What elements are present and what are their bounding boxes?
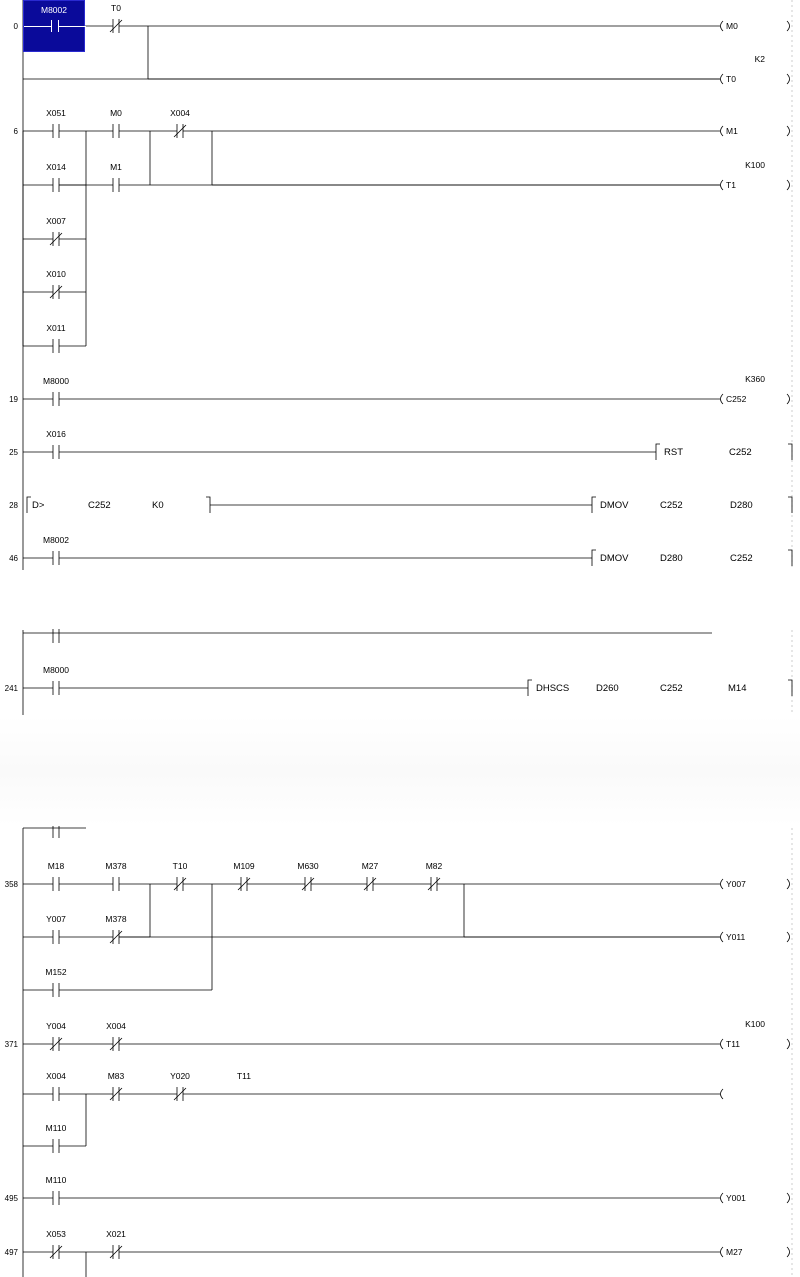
contact-label: Y004: [46, 1021, 66, 1031]
step-number: 19: [9, 395, 18, 404]
bracket-close: [788, 444, 792, 460]
instruction-dhscs[interactable]: [528, 680, 792, 696]
contact-label: M0: [110, 108, 122, 118]
coil-y001[interactable]: [721, 1193, 790, 1203]
instruction-operand: C252: [660, 683, 683, 694]
contact-label: M83: [107, 1071, 125, 1081]
contact-m152[interactable]: [45, 967, 67, 997]
coil-close: [787, 932, 790, 942]
contact-label: M8000: [43, 376, 69, 386]
contact-t0[interactable]: [110, 3, 122, 33]
coil-close: [787, 126, 790, 136]
coil-m1[interactable]: [721, 126, 790, 136]
compare-instruction[interactable]: [27, 497, 210, 513]
instruction-operand: C252: [729, 447, 752, 458]
bracket-close: [788, 497, 792, 513]
coil-close: [787, 74, 790, 84]
selected-contact-cursor[interactable]: [23, 0, 85, 52]
contact-label: X014: [46, 162, 66, 172]
coil-open: [721, 21, 724, 31]
step-number: 358: [4, 880, 18, 889]
contact-label: T11: [236, 1071, 252, 1081]
contact-label: M152: [45, 967, 67, 977]
coil-open: [721, 932, 724, 942]
coil-open: [721, 180, 724, 190]
coil-t0[interactable]: [721, 54, 790, 84]
contact-label: M82: [425, 861, 443, 871]
coil-close: [787, 394, 790, 404]
coil-open: [721, 1193, 724, 1203]
contact-m109[interactable]: [233, 861, 255, 891]
coil-open: [721, 1247, 724, 1257]
coil-open: [721, 126, 724, 136]
contact-label: X004: [106, 1021, 126, 1031]
coil-label: Y011: [726, 932, 746, 942]
instruction-operand: D260: [596, 683, 619, 694]
contact-m8002[interactable]: [43, 535, 69, 565]
contact-m378[interactable]: [105, 914, 127, 944]
coil-constant: K100: [745, 1019, 765, 1029]
contact-label: X007: [46, 216, 66, 226]
contact-label: X053: [46, 1229, 66, 1239]
coil-open: [721, 1089, 724, 1099]
coil-y011[interactable]: [721, 932, 790, 942]
contact-y004[interactable]: [46, 1021, 66, 1051]
instruction-dmov[interactable]: [592, 497, 792, 513]
contact-label: M110: [45, 1123, 67, 1133]
contact-label: X004: [46, 1071, 66, 1081]
contact-label: T10: [172, 861, 188, 871]
contact-x007[interactable]: [46, 216, 66, 246]
coil-open: [721, 74, 724, 84]
coil-close: [787, 1039, 790, 1049]
coil-label: Y001: [726, 1193, 746, 1203]
contact-m1[interactable]: [110, 162, 122, 192]
selected-contact-label: M8002: [41, 5, 67, 15]
coil-open: [721, 1039, 724, 1049]
coil-close: [787, 879, 790, 889]
step-number: 46: [9, 554, 18, 563]
contact-x051[interactable]: [46, 108, 66, 138]
contact-x004[interactable]: [46, 1071, 66, 1101]
contact-label: M8002: [43, 535, 69, 545]
coil-open: [721, 879, 724, 889]
bracket-close: [788, 680, 792, 696]
coil-constant: K2: [754, 54, 765, 64]
bracket-open: [27, 497, 31, 513]
contact-label: X010: [46, 269, 66, 279]
contact-m83[interactable]: [108, 1071, 125, 1101]
contact-m110[interactable]: [46, 1175, 67, 1205]
coil-label: Y007: [726, 879, 746, 889]
contact-label: X016: [46, 429, 66, 439]
contact-label: Y007: [46, 914, 66, 924]
bracket-close: [206, 497, 210, 513]
instruction-operand: M14: [728, 683, 747, 694]
coil-label: T1: [726, 180, 736, 190]
coil-y007[interactable]: [721, 879, 790, 889]
coil-constant: K100: [745, 160, 765, 170]
contact-label: M110: [45, 1175, 67, 1185]
contact-label: M378: [105, 861, 127, 871]
step-number: 0: [13, 22, 18, 31]
contact-label: M630: [297, 861, 319, 871]
step-number: 371: [4, 1040, 18, 1049]
coil-m27[interactable]: [721, 1247, 790, 1257]
contact-t10[interactable]: [173, 861, 188, 891]
contact-m110[interactable]: [46, 1123, 67, 1153]
instruction-rst[interactable]: [656, 444, 792, 460]
coil-label: M1: [726, 126, 738, 136]
contact-y007[interactable]: [46, 914, 66, 944]
bracket-open: [592, 550, 596, 566]
step-number: 25: [9, 448, 18, 457]
contact-label: T0: [111, 3, 121, 13]
coil-constant: K360: [745, 374, 765, 384]
contact-x053[interactable]: [46, 1229, 66, 1259]
contact-label: X004: [170, 108, 190, 118]
step-number: 495: [4, 1194, 18, 1203]
instruction-mnemonic: DMOV: [600, 500, 629, 511]
contact-x014[interactable]: [46, 162, 66, 192]
coil-label: M0: [726, 21, 738, 31]
contact-m0[interactable]: [110, 108, 122, 138]
coil-close: [787, 1193, 790, 1203]
coil-close: [787, 21, 790, 31]
contact-m8000[interactable]: [43, 376, 69, 406]
coil-label: M27: [726, 1247, 743, 1257]
compare-operand: D>: [32, 500, 45, 511]
contact-x021[interactable]: [106, 1229, 126, 1259]
coil-c252[interactable]: [721, 374, 790, 404]
instruction-mnemonic: DHSCS: [536, 683, 570, 694]
instruction-operand: C252: [660, 500, 683, 511]
coil-t11[interactable]: [721, 1019, 790, 1049]
coil-open: [721, 394, 724, 404]
contact-label: M8000: [43, 665, 69, 675]
step-number: 497: [4, 1248, 18, 1257]
contact-y020[interactable]: [170, 1071, 190, 1101]
instruction-mnemonic: RST: [664, 447, 683, 458]
contact-label: M378: [105, 914, 127, 924]
contact-m8000[interactable]: [43, 665, 69, 695]
contact-label: X011: [46, 323, 66, 333]
instruction-operand: D280: [660, 553, 683, 564]
coil-label: C252: [726, 394, 747, 404]
contact-m82[interactable]: [426, 861, 443, 891]
contact-x010[interactable]: [46, 269, 66, 299]
coil-label: T0: [726, 74, 736, 84]
contact-x016[interactable]: [46, 429, 66, 459]
step-number: 6: [13, 127, 18, 136]
compare-operand: K0: [152, 500, 164, 511]
bracket-open: [528, 680, 532, 696]
step-number: 241: [4, 684, 18, 693]
coil-label: T11: [726, 1039, 741, 1049]
contact-label: X051: [46, 108, 66, 118]
coil-close: [787, 1247, 790, 1257]
contact-x004[interactable]: [106, 1021, 126, 1051]
contact-m27[interactable]: [362, 861, 379, 891]
contact-m378[interactable]: [105, 861, 127, 891]
scroll-gap: [0, 572, 800, 628]
coil-t1[interactable]: [721, 160, 790, 190]
contact-[interactable]: [53, 824, 59, 838]
coil-m0[interactable]: [721, 21, 790, 31]
contact-m18[interactable]: [48, 861, 65, 891]
compare-operand: C252: [88, 500, 111, 511]
scroll-gap: [0, 716, 800, 826]
contact-m630[interactable]: [297, 861, 319, 891]
instruction-mnemonic: DMOV: [600, 553, 629, 564]
step-number: 28: [9, 501, 18, 510]
instruction-dmov[interactable]: [592, 550, 792, 566]
contact-label: M18: [47, 861, 65, 871]
contact-label: M27: [361, 861, 379, 871]
contact-label: X021: [106, 1229, 126, 1239]
contact-label: M109: [233, 861, 255, 871]
instruction-operand: C252: [730, 553, 753, 564]
bracket-open: [656, 444, 660, 460]
contact-label: Y020: [170, 1071, 190, 1081]
contact-x011[interactable]: [46, 323, 65, 353]
contact-[interactable]: [53, 629, 59, 643]
bracket-close: [788, 550, 792, 566]
contact-x004[interactable]: [170, 108, 190, 138]
contact-label: M1: [110, 162, 122, 172]
coil-close: [787, 180, 790, 190]
instruction-operand: D280: [730, 500, 753, 511]
bracket-open: [592, 497, 596, 513]
